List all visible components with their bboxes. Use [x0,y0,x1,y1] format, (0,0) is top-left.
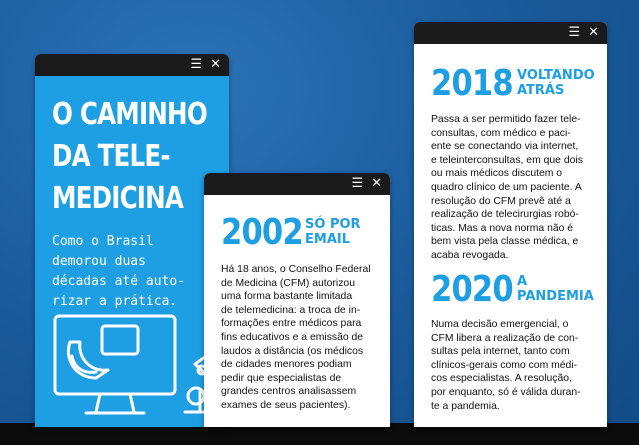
body-line: de Medicina (CFM) autorizou [221,277,355,289]
title-line: MEDICINA [52,181,184,216]
year-heading-2002 [221,212,361,253]
body-line: fins educativos e a emissão de [221,331,364,343]
year-label-line: ATRÁS [517,83,565,98]
year-heading-2020 [431,269,594,310]
intro-window [35,54,229,427]
body-line: Numa decisão emergencial, o [431,319,569,330]
year-label [517,274,594,304]
main-title [52,94,207,220]
body-line: Há 18 anos, o Conselho Federal [221,264,371,275]
menu-icon[interactable]: ☰ [568,25,581,40]
title-line: O CAMINHO [52,97,207,132]
body-line: uma forma bastante limitada [221,291,353,303]
year-label-line: A [517,274,528,289]
body-line: consultas, com médico e paci- [431,127,571,139]
close-icon[interactable]: ✕ [588,25,599,40]
body-line: grandes centros analisassem [221,386,357,398]
menu-icon[interactable]: ☰ [351,176,364,191]
window-titlebar[interactable] [35,54,229,76]
body-line: Passa a ser permitido fazer tele- [431,114,581,125]
body-line: pedir que especialistas de [221,372,342,384]
year-label [517,68,595,98]
year-number: 2020 [431,269,513,310]
body-line: bem vista pela classe médica, e [431,236,579,248]
body-line: resolução do CFM prevê até a [431,195,571,207]
subtitle-line: Como o Brasil [52,234,154,249]
year-label-line: SÓ POR [305,217,361,232]
body-text-2020 [431,318,605,413]
body-text-2018 [431,113,605,263]
body-line: laudos a distância (os médicos [221,345,364,357]
subtitle-line: décadas até auto- [52,274,186,289]
body-line: por enquanto, só é válida duran- [431,386,581,398]
window-2018-2020 [414,22,607,427]
year-heading-2018 [431,63,595,104]
body-line: cos especialistas. A resolução, [431,373,572,385]
body-line: ente se conectando via internet, [431,141,579,153]
year-label-line: EMAIL [305,232,350,247]
body-line: sultas pela internet, tanto com [431,346,570,358]
subtitle-line: demorou duas [52,254,146,269]
year-label-line: VOLTANDO [517,68,595,83]
body-line: e teleinterconsultas, em que dois [431,154,583,166]
body-line: clínicos-gerais como com médi- [431,359,578,371]
body-line: acaba revogada. [431,249,509,261]
title-line: DA TELE- [52,139,170,174]
body-line: quadro clínico de um paciente. A [431,181,582,193]
body-line: ticas. Mas a nova norma não é [431,222,574,234]
body-line: ou mais médicos discutem o [431,168,563,180]
body-line: exames de seus pacientes). [221,399,351,411]
telemedicine-illustration [50,312,229,422]
body-line: te a pandemia. [431,400,500,412]
subtitle-line: rizar a prática. [52,294,178,309]
window-titlebar[interactable] [204,173,390,195]
window-titlebar[interactable] [414,22,607,44]
year-number: 2018 [431,63,513,104]
body-text-2002 [221,263,389,413]
close-icon[interactable]: ✕ [210,57,221,72]
body-line: de cidades menores podiam [221,359,352,371]
year-label [305,217,361,247]
menu-icon[interactable]: ☰ [190,57,203,72]
window-2002 [204,173,390,427]
year-label-line: PANDEMIA [517,289,594,304]
body-line: formações entre médicos para [221,318,362,330]
body-line: CFM libera a realização de con- [431,332,579,344]
body-line: de telemedicina: a troca de in- [221,304,361,316]
body-line: realização de telecirurgias robó- [431,209,579,221]
year-number: 2002 [221,212,303,253]
intro-subtitle [52,232,227,312]
close-icon[interactable]: ✕ [371,176,382,191]
